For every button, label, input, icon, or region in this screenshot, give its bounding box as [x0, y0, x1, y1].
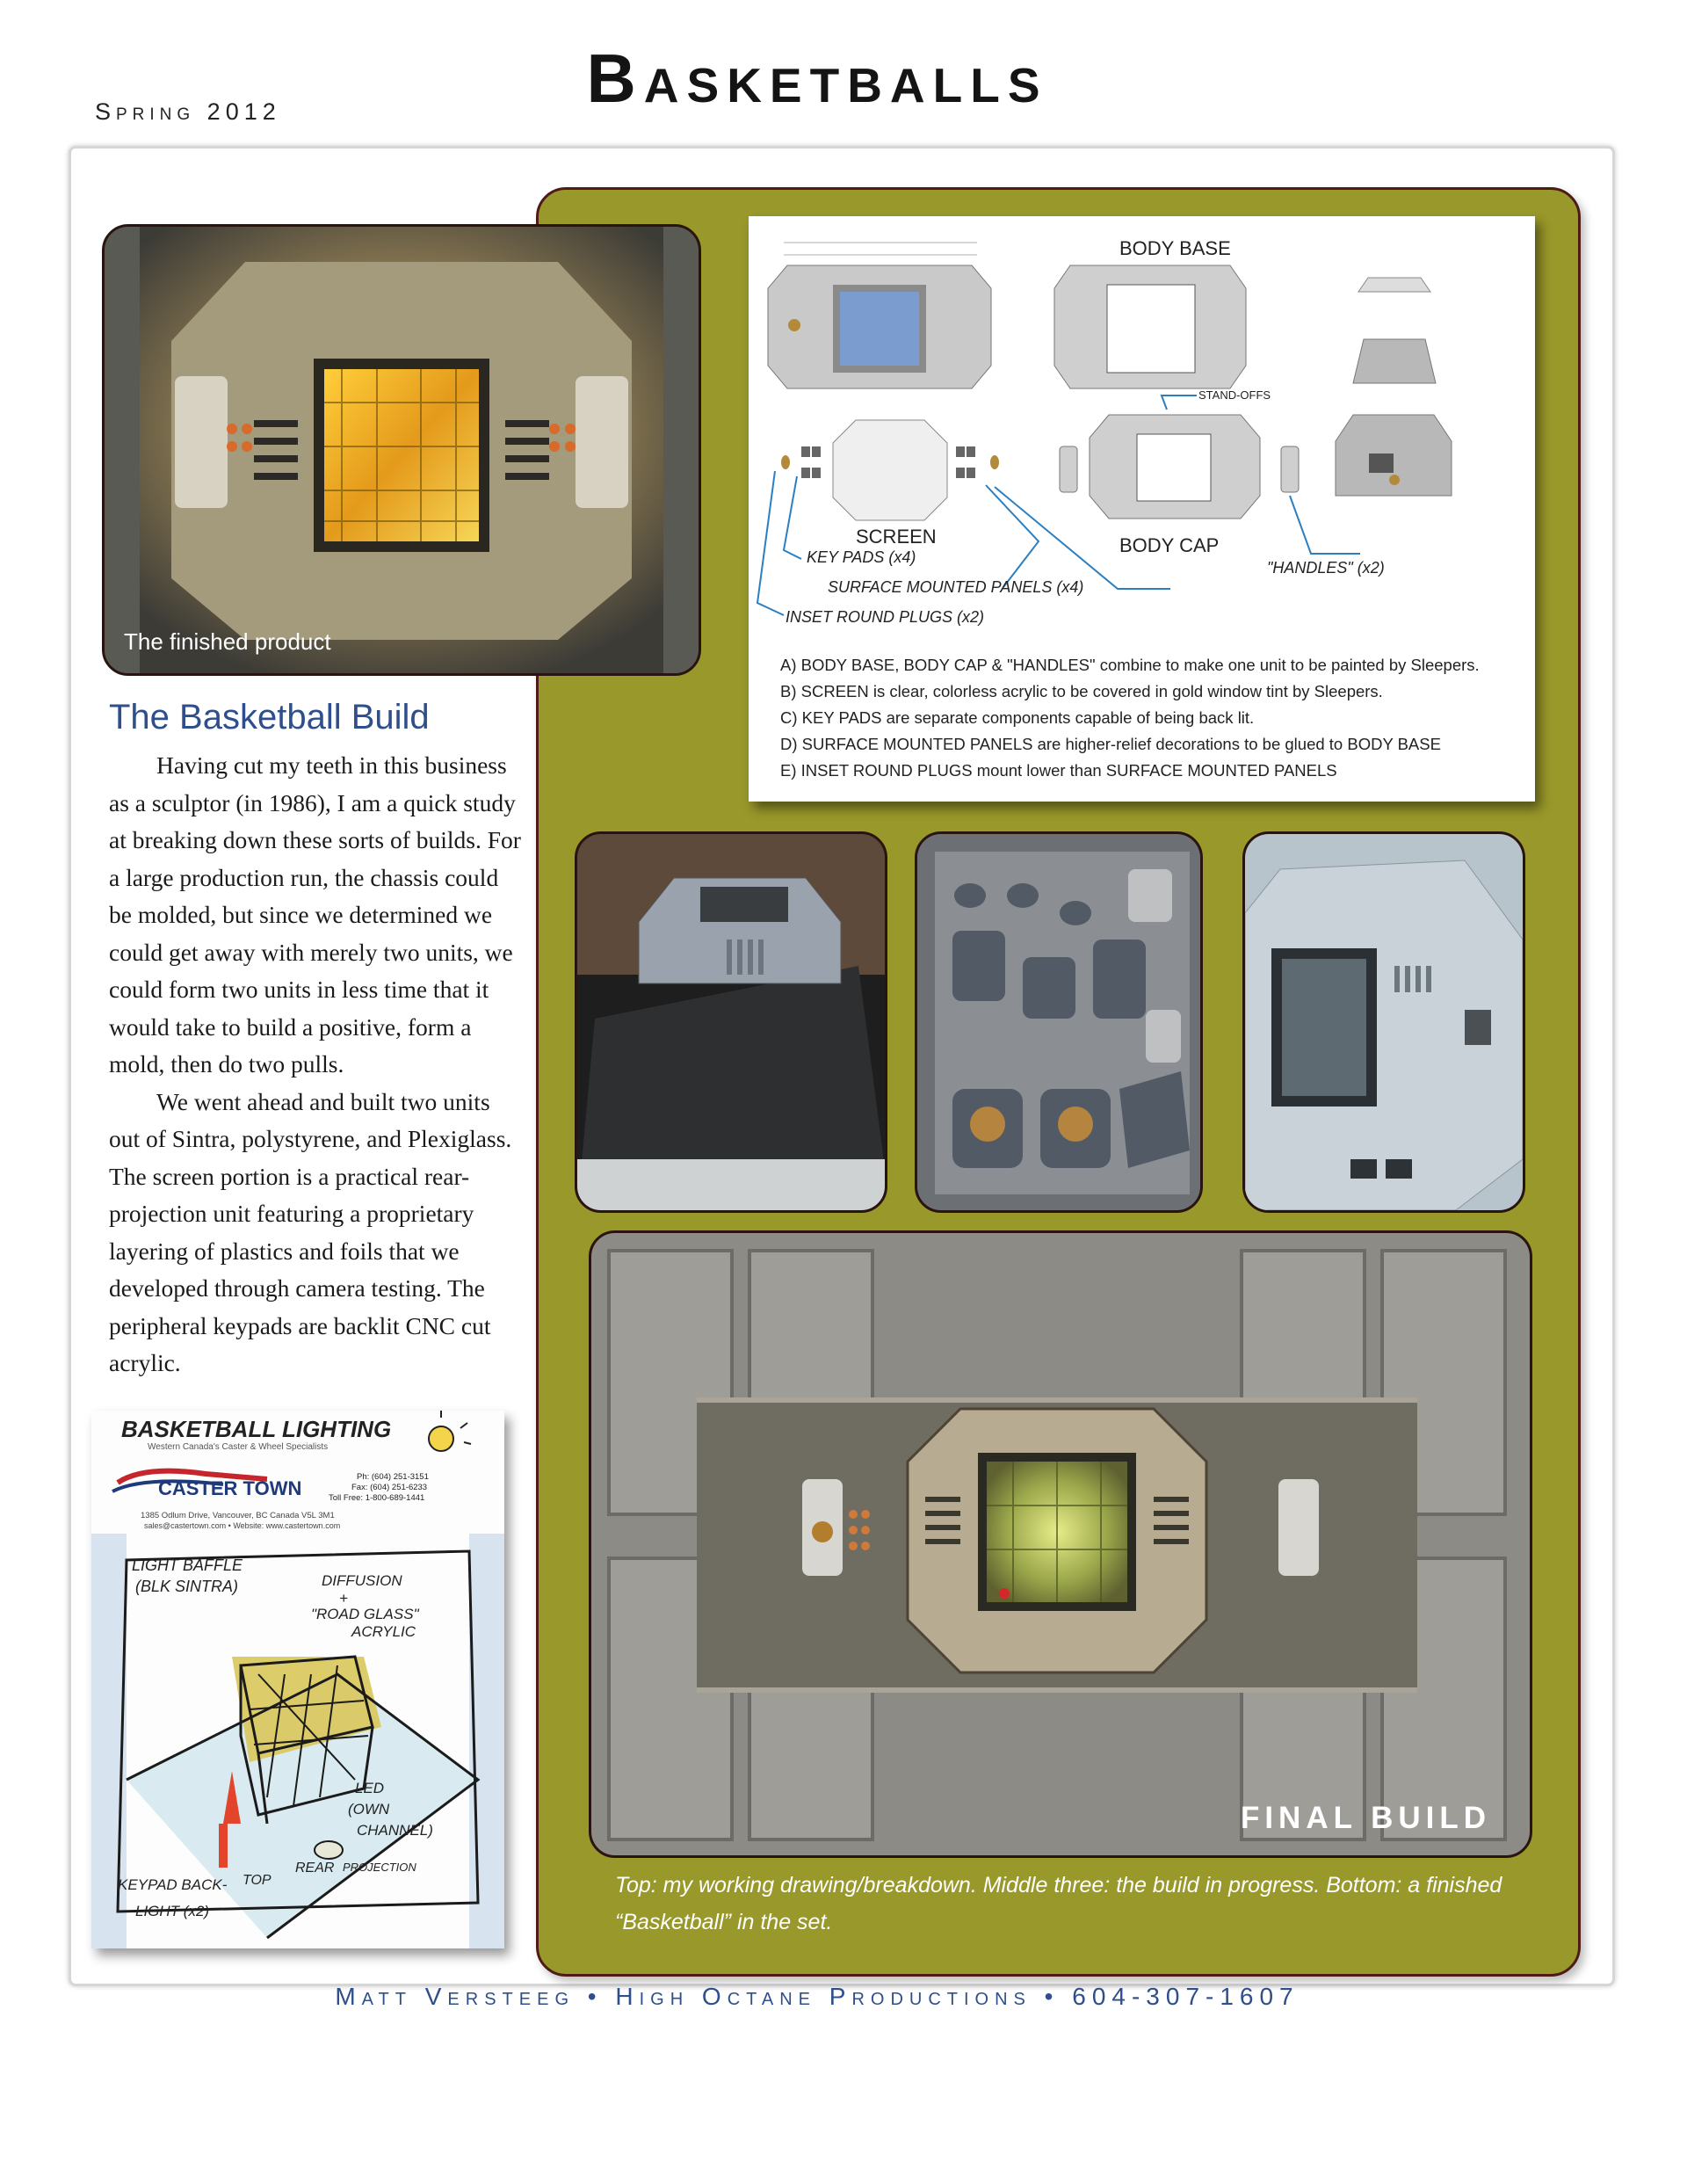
sketch-company: CASTER TOWN	[158, 1477, 302, 1499]
label-body-base: BODY BASE	[1119, 237, 1231, 259]
note-line: A) BODY BASE, BODY CAP & "HANDLES" combine to make one unit to be painted by Sleepers.	[780, 656, 1480, 674]
sketch-note-rear-1: REAR	[295, 1861, 335, 1876]
label-stand-offs: STAND-OFFS	[1198, 388, 1271, 402]
sketch-fax: Fax: (604) 251-6233	[351, 1483, 428, 1492]
sketch-note-keypad-2: LIGHT (x2)	[135, 1903, 210, 1919]
article-heading: The Basketball Build	[109, 698, 430, 736]
issue-season: Spring 2012	[95, 98, 281, 125]
page-footer: Matt Versteeg • High Octane Productions • 604-307-1607	[335, 1983, 1300, 2010]
sketch-note-diffusion-2: +	[339, 1590, 348, 1607]
sketch-note-diffusion-1: DIFFUSION	[322, 1572, 402, 1589]
note-line: B) SCREEN is clear, colorless acrylic to be covered in gold window tint by Sleepers.	[780, 682, 1383, 700]
progress-photo-1	[575, 831, 887, 1213]
final-build-photo	[589, 1230, 1532, 1858]
article-body	[109, 747, 522, 1382]
sketch-note-light-baffle: LIGHT BAFFLE	[132, 1556, 243, 1574]
finished-product-photo	[102, 224, 701, 676]
label-body-cap: BODY CAP	[1119, 534, 1220, 556]
page-title: Basketballs	[586, 40, 1048, 117]
progress-photo-chassis-image	[577, 834, 885, 1210]
sketch-title: BASKETBALL LIGHTING	[121, 1416, 392, 1442]
article-paragraph: Having cut my teeth in this business as a sculptor (in 1986), I am a quick study at breaking down these sorts of builds. For a large production run, the chassis could be molded, but since we determined we could get away with merely two units, we could form two units in less time that it would take to build a positive, form a mold, then do two pulls.	[109, 751, 521, 1077]
progress-photo-2	[915, 831, 1203, 1213]
label-surface-panels: SURFACE MOUNTED PANELS (x4)	[828, 578, 1084, 596]
label-key-pads: KEY PADS (x4)	[807, 548, 916, 566]
note-line: C) KEY PADS are separate components capable of being back lit.	[780, 708, 1255, 727]
label-inset-plugs: INSET ROUND PLUGS (x2)	[786, 608, 985, 626]
sketch-note-diffusion-3: "ROAD GLASS"	[311, 1606, 419, 1622]
sketch-note-led-1: LED	[355, 1780, 385, 1796]
sketch-note-top: TOP	[243, 1873, 272, 1888]
note-line: D) SURFACE MOUNTED PANELS are higher-relief decorations to be glued to BODY BASE	[780, 735, 1441, 753]
label-handles: "HANDLES" (x2)	[1267, 559, 1385, 577]
drawing-notes	[780, 652, 1518, 784]
sketch-note-blk-sintra: (BLK SINTRA)	[135, 1578, 239, 1595]
sketch-company-sub: Western Canada's Caster & Wheel Specialists	[148, 1442, 329, 1452]
final-build-image	[591, 1233, 1530, 1855]
finished-product-image	[105, 227, 699, 673]
progress-photo-primed-unit-image	[1245, 834, 1523, 1210]
sketch-tollfree: Toll Free: 1-800-689-1441	[329, 1493, 425, 1503]
finished-product-caption: The finished product	[124, 628, 331, 655]
article-paragraph: We went ahead and built two units out of Sintra, polystyrene, and Plexiglass. The screen portion is a practical rear-projection unit featuring a proprietary layering of plastics and foils that we developed through camera testing. The peripheral keypads are backlit CNC cut acrylic.	[109, 1087, 512, 1376]
sketch-address: 1385 Odlum Drive, Vancouver, BC Canada V5L 3M1	[141, 1511, 335, 1520]
progress-photo-3	[1242, 831, 1525, 1213]
label-screen: SCREEN	[856, 526, 937, 548]
final-build-label: FINAL BUILD	[1240, 1801, 1491, 1835]
sketch-note-rear-2: PROJECTION	[343, 1861, 416, 1874]
sketch-phone: Ph: (604) 251-3151	[357, 1472, 429, 1482]
sketch-note-keypad-1: KEYPAD BACK-	[118, 1876, 228, 1893]
panel-caption: Top: my working drawing/breakdown. Middle three: the build in progress. Bottom: a finished “Basketball” in the set.	[615, 1873, 1502, 1934]
sketch-web: sales@castertown.com • Website: www.castertown.com	[144, 1521, 341, 1530]
progress-photo-keypads-image	[917, 834, 1200, 1210]
working-drawing	[749, 216, 1535, 802]
sketch-note-diffusion-4: ACRYLIC	[351, 1623, 416, 1640]
sketch-note-led-3: CHANNEL)	[357, 1822, 433, 1839]
lighting-sketch	[91, 1411, 504, 1948]
note-line: E) INSET ROUND PLUGS mount lower than SURFACE MOUNTED PANELS	[780, 761, 1337, 780]
sketch-note-led-2: (OWN	[348, 1801, 390, 1818]
